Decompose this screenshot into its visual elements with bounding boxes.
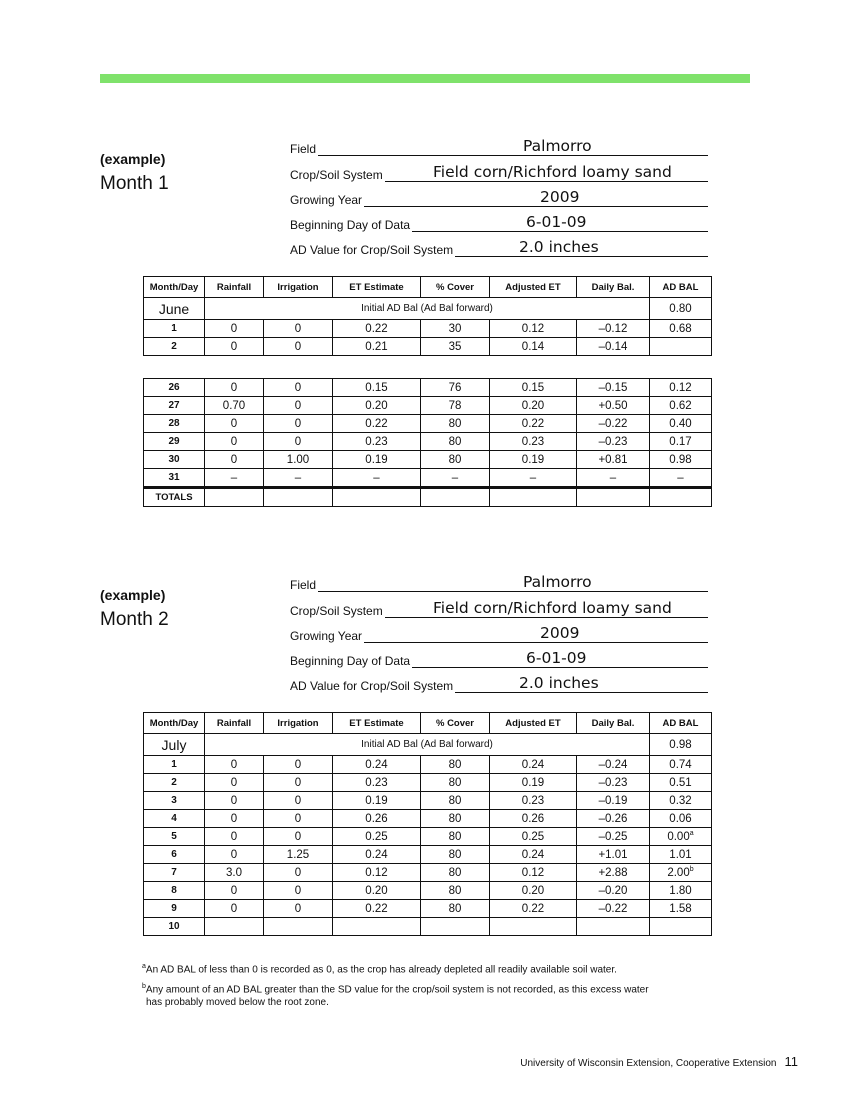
day-cell: 4 (144, 810, 205, 828)
et-estimate-cell: 0.26 (333, 810, 421, 828)
irrigation-cell: 0 (264, 433, 333, 451)
cover-cell: 80 (421, 900, 490, 918)
adjusted-et-cell (490, 918, 577, 936)
col-header: Month/Day (144, 277, 205, 298)
daily-bal-cell: –0.15 (577, 379, 650, 397)
rainfall-cell: 0 (205, 882, 264, 900)
day-cell: 3 (144, 792, 205, 810)
water-balance-table (143, 712, 712, 936)
irrigation-cell: 0 (264, 864, 333, 882)
page-footer (520, 1054, 798, 1069)
daily-bal-cell: –0.24 (577, 756, 650, 774)
totals-cell (333, 488, 421, 507)
table-row (144, 900, 712, 918)
table-row (144, 338, 712, 356)
adjusted-et-cell: 0.24 (490, 846, 577, 864)
daily-bal-cell: –0.20 (577, 882, 650, 900)
col-header: Irrigation (264, 277, 333, 298)
irrigation-cell: 0 (264, 828, 333, 846)
ad-bal-cell: – (650, 469, 712, 488)
footnote-marker: b (689, 866, 694, 874)
ad-bal-cell: 0.68 (650, 320, 712, 338)
daily-bal-cell (577, 918, 650, 936)
adjusted-et-cell: 0.15 (490, 379, 577, 397)
daily-bal-cell: –0.19 (577, 792, 650, 810)
cover-cell: 80 (421, 864, 490, 882)
adjusted-et-cell: 0.12 (490, 320, 577, 338)
irrigation-cell (264, 918, 333, 936)
col-header: ET Estimate (333, 277, 421, 298)
month-name: June (144, 298, 205, 320)
cover-cell: 35 (421, 338, 490, 356)
irrigation-cell: 0 (264, 882, 333, 900)
growing-year-value: 2009 (540, 187, 580, 206)
ad-bal-cell: 1.58 (650, 900, 712, 918)
month-label: Month 1 (100, 173, 169, 194)
col-header: Irrigation (264, 713, 333, 734)
cover-cell: 80 (421, 774, 490, 792)
initial-balance-label: Initial AD Bal (Ad Bal forward) (205, 298, 650, 320)
accent-bar (100, 74, 750, 83)
et-estimate-cell: 0.24 (333, 846, 421, 864)
totals-cell (421, 488, 490, 507)
col-header: % Cover (421, 277, 490, 298)
crop-soil-value: Field corn/Richford loamy sand (433, 598, 672, 617)
day-cell: 2 (144, 338, 205, 356)
adjusted-et-cell: 0.14 (490, 338, 577, 356)
footnote-text: An AD BAL of less than 0 is recorded as 0, as the crop has already depleted all readily available soil water. (145, 964, 617, 976)
daily-bal-cell: –0.22 (577, 415, 650, 433)
table-row (144, 810, 712, 828)
daily-bal-cell: –0.26 (577, 810, 650, 828)
col-header: Month/Day (144, 713, 205, 734)
daily-bal-cell: –0.14 (577, 338, 650, 356)
crop-soil-label: Crop/Soil System (290, 167, 383, 182)
beginning-day-value: 6-01-09 (526, 649, 587, 668)
ad-bal-cell (650, 864, 712, 882)
table-row (144, 792, 712, 810)
table-row (144, 451, 712, 469)
ad-bal-cell: 0.62 (650, 397, 712, 415)
et-estimate-cell: 0.12 (333, 864, 421, 882)
cover-cell: 80 (421, 451, 490, 469)
ad-bal-cell: 0.17 (650, 433, 712, 451)
crop-soil-row (290, 594, 708, 619)
crop-soil-value: Field corn/Richford loamy sand (433, 162, 672, 181)
ad-bal-cell: 1.01 (650, 846, 712, 864)
adjusted-et-cell: 0.22 (490, 900, 577, 918)
irrigation-cell: 0 (264, 379, 333, 397)
footnote-a (142, 960, 617, 976)
totals-cell (264, 488, 333, 507)
et-estimate-cell: 0.22 (333, 320, 421, 338)
ad-bal-cell: 0.74 (650, 756, 712, 774)
water-balance-table-bottom (143, 378, 712, 507)
cover-cell: 80 (421, 792, 490, 810)
cover-cell: 80 (421, 756, 490, 774)
cover-cell: 80 (421, 846, 490, 864)
et-estimate-cell: 0.24 (333, 756, 421, 774)
irrigation-cell: 0 (264, 792, 333, 810)
rainfall-cell: – (205, 469, 264, 488)
cover-cell (421, 918, 490, 936)
totals-cell (205, 488, 264, 507)
daily-bal-cell: +2.88 (577, 864, 650, 882)
ad-value-label: AD Value for Crop/Soil System (290, 679, 454, 694)
et-estimate-cell (333, 918, 421, 936)
ad-bal-cell: 0.98 (650, 451, 712, 469)
field-value: Palmorro (523, 573, 592, 592)
et-estimate-cell: 0.23 (333, 433, 421, 451)
totals-cell (577, 488, 650, 507)
ad-bal-value: 2.00 (667, 866, 690, 879)
footnote-mark: a (142, 963, 146, 970)
irrigation-cell: 1.00 (264, 451, 333, 469)
cover-cell: 78 (421, 397, 490, 415)
day-cell: 27 (144, 397, 205, 415)
rainfall-cell: 0 (205, 792, 264, 810)
et-estimate-cell: 0.20 (333, 882, 421, 900)
col-header: Rainfall (205, 277, 264, 298)
et-estimate-cell: – (333, 469, 421, 488)
water-balance-table-top (143, 276, 712, 356)
et-estimate-cell: 0.21 (333, 338, 421, 356)
col-header: AD BAL (650, 713, 712, 734)
col-header: ET Estimate (333, 713, 421, 734)
irrigation-cell: 0 (264, 810, 333, 828)
footer-text: University of Wisconsin Extension, Cooperative Extension (520, 1058, 777, 1069)
cover-cell: 30 (421, 320, 490, 338)
field-line (290, 155, 708, 156)
ad-value-row (290, 670, 708, 695)
adjusted-et-cell: 0.25 (490, 828, 577, 846)
ad-bal-cell: 0.51 (650, 774, 712, 792)
ad-value-row (290, 234, 708, 259)
col-header: AD BAL (650, 277, 712, 298)
day-cell: 30 (144, 451, 205, 469)
field-row (290, 569, 708, 594)
adjusted-et-cell: – (490, 469, 577, 488)
rainfall-cell: 0 (205, 756, 264, 774)
rainfall-cell: 0 (205, 320, 264, 338)
beginning-day-row (290, 209, 708, 234)
adjusted-et-cell: 0.22 (490, 415, 577, 433)
adjusted-et-cell: 0.20 (490, 397, 577, 415)
irrigation-cell: 0 (264, 900, 333, 918)
table-row (144, 774, 712, 792)
rainfall-cell: 0 (205, 828, 264, 846)
et-estimate-cell: 0.23 (333, 774, 421, 792)
growing-year-value: 2009 (540, 623, 580, 642)
adjusted-et-cell: 0.19 (490, 774, 577, 792)
et-estimate-cell: 0.22 (333, 415, 421, 433)
beginning-day-label: Beginning Day of Data (290, 654, 411, 669)
field-row (290, 133, 708, 158)
irrigation-cell: 0 (264, 756, 333, 774)
irrigation-cell: 0 (264, 320, 333, 338)
rainfall-cell: 0 (205, 810, 264, 828)
ad-value-value: 2.0 inches (519, 674, 599, 693)
ad-bal-value: 0.00 (667, 830, 690, 843)
day-cell: 28 (144, 415, 205, 433)
rainfall-cell: 3.0 (205, 864, 264, 882)
table-row (144, 415, 712, 433)
adjusted-et-cell: 0.26 (490, 810, 577, 828)
et-estimate-cell: 0.15 (333, 379, 421, 397)
footnote-marker: a (689, 830, 694, 838)
footnote-b (142, 980, 649, 1009)
irrigation-cell: 0 (264, 397, 333, 415)
table-row (144, 828, 712, 846)
beginning-day-value: 6-01-09 (526, 213, 587, 232)
page-number: 11 (784, 1054, 798, 1069)
growing-year-row (290, 184, 708, 209)
table-header-row (144, 277, 712, 298)
growing-year-label: Growing Year (290, 192, 363, 207)
adjusted-et-cell: 0.20 (490, 882, 577, 900)
et-estimate-cell: 0.22 (333, 900, 421, 918)
et-estimate-cell: 0.19 (333, 451, 421, 469)
col-header: % Cover (421, 713, 490, 734)
rainfall-cell: 0 (205, 433, 264, 451)
daily-bal-cell: –0.23 (577, 774, 650, 792)
ad-bal-cell: 0.12 (650, 379, 712, 397)
field-label: Field (290, 578, 317, 593)
cover-cell: – (421, 469, 490, 488)
col-header: Daily Bal. (577, 713, 650, 734)
field-info-block (290, 133, 708, 259)
irrigation-cell: – (264, 469, 333, 488)
table-row (144, 433, 712, 451)
rainfall-cell: 0 (205, 774, 264, 792)
rainfall-cell: 0 (205, 451, 264, 469)
adjusted-et-cell: 0.19 (490, 451, 577, 469)
daily-bal-cell: –0.25 (577, 828, 650, 846)
cover-cell: 76 (421, 379, 490, 397)
month-name: July (144, 734, 205, 756)
example-label: (example) (100, 151, 166, 167)
field-value: Palmorro (523, 137, 592, 156)
day-cell: 29 (144, 433, 205, 451)
footnote-text: Any amount of an AD BAL greater than the SD value for the crop/soil system is not recorded, as this excess water (145, 984, 649, 996)
table-row (144, 379, 712, 397)
daily-bal-cell: –0.12 (577, 320, 650, 338)
day-cell: 26 (144, 379, 205, 397)
rainfall-cell (205, 918, 264, 936)
month-label: Month 2 (100, 609, 169, 630)
cover-cell: 80 (421, 828, 490, 846)
irrigation-cell: 0 (264, 338, 333, 356)
daily-bal-cell: –0.23 (577, 433, 650, 451)
field-info-block (290, 569, 708, 695)
daily-bal-cell: –0.22 (577, 900, 650, 918)
day-cell: 9 (144, 900, 205, 918)
cover-cell: 80 (421, 415, 490, 433)
growing-year-label: Growing Year (290, 628, 363, 643)
ad-value-value: 2.0 inches (519, 238, 599, 257)
col-header: Daily Bal. (577, 277, 650, 298)
ad-bal-cell: 0.06 (650, 810, 712, 828)
field-label: Field (290, 142, 317, 157)
rainfall-cell: 0 (205, 338, 264, 356)
beginning-day-label: Beginning Day of Data (290, 218, 411, 233)
irrigation-cell: 1.25 (264, 846, 333, 864)
daily-bal-cell: +0.81 (577, 451, 650, 469)
cover-cell: 80 (421, 810, 490, 828)
crop-soil-row (290, 158, 708, 183)
adjusted-et-cell: 0.23 (490, 433, 577, 451)
footnote-mark: b (142, 983, 146, 990)
day-cell: 31 (144, 469, 205, 488)
field-line (290, 591, 708, 592)
col-header: Adjusted ET (490, 277, 577, 298)
initial-balance-label: Initial AD Bal (Ad Bal forward) (205, 734, 650, 756)
ad-bal-cell (650, 918, 712, 936)
day-cell: 6 (144, 846, 205, 864)
day-cell: 5 (144, 828, 205, 846)
crop-soil-label: Crop/Soil System (290, 603, 383, 618)
daily-bal-cell: – (577, 469, 650, 488)
ad-value-label: AD Value for Crop/Soil System (290, 243, 454, 258)
example-label: (example) (100, 587, 166, 603)
day-cell: 1 (144, 756, 205, 774)
daily-bal-cell: +0.50 (577, 397, 650, 415)
ad-bal-cell: 0.40 (650, 415, 712, 433)
table-row (144, 756, 712, 774)
day-cell: 8 (144, 882, 205, 900)
initial-balance-value: 0.98 (650, 734, 712, 756)
totals-cell (490, 488, 577, 507)
table-row (144, 846, 712, 864)
ad-bal-cell (650, 828, 712, 846)
totals-cell (650, 488, 712, 507)
ad-bal-cell (650, 338, 712, 356)
beginning-day-row (290, 645, 708, 670)
table-row (144, 918, 712, 936)
rainfall-cell: 0 (205, 379, 264, 397)
day-cell: 7 (144, 864, 205, 882)
footnote-text-continued: has probably moved below the root zone. (146, 997, 329, 1009)
day-cell: 2 (144, 774, 205, 792)
growing-year-row (290, 620, 708, 645)
table-row (144, 469, 712, 488)
col-header: Rainfall (205, 713, 264, 734)
initial-balance-row (144, 734, 712, 756)
ad-bal-cell: 1.80 (650, 882, 712, 900)
adjusted-et-cell: 0.23 (490, 792, 577, 810)
et-estimate-cell: 0.19 (333, 792, 421, 810)
rainfall-cell: 0 (205, 415, 264, 433)
initial-balance-value: 0.80 (650, 298, 712, 320)
table-row (144, 397, 712, 415)
et-estimate-cell: 0.20 (333, 397, 421, 415)
rainfall-cell: 0 (205, 846, 264, 864)
col-header: Adjusted ET (490, 713, 577, 734)
initial-balance-row (144, 298, 712, 320)
daily-bal-cell: +1.01 (577, 846, 650, 864)
cover-cell: 80 (421, 882, 490, 900)
irrigation-cell: 0 (264, 415, 333, 433)
totals-row (144, 488, 712, 507)
adjusted-et-cell: 0.24 (490, 756, 577, 774)
table-header-row (144, 713, 712, 734)
table-row (144, 320, 712, 338)
day-cell: 1 (144, 320, 205, 338)
rainfall-cell: 0 (205, 900, 264, 918)
ad-bal-cell: 0.32 (650, 792, 712, 810)
totals-label: TOTALS (144, 488, 205, 507)
adjusted-et-cell: 0.12 (490, 864, 577, 882)
cover-cell: 80 (421, 433, 490, 451)
day-cell: 10 (144, 918, 205, 936)
irrigation-cell: 0 (264, 774, 333, 792)
et-estimate-cell: 0.25 (333, 828, 421, 846)
table-row (144, 882, 712, 900)
table-row (144, 864, 712, 882)
rainfall-cell: 0.70 (205, 397, 264, 415)
